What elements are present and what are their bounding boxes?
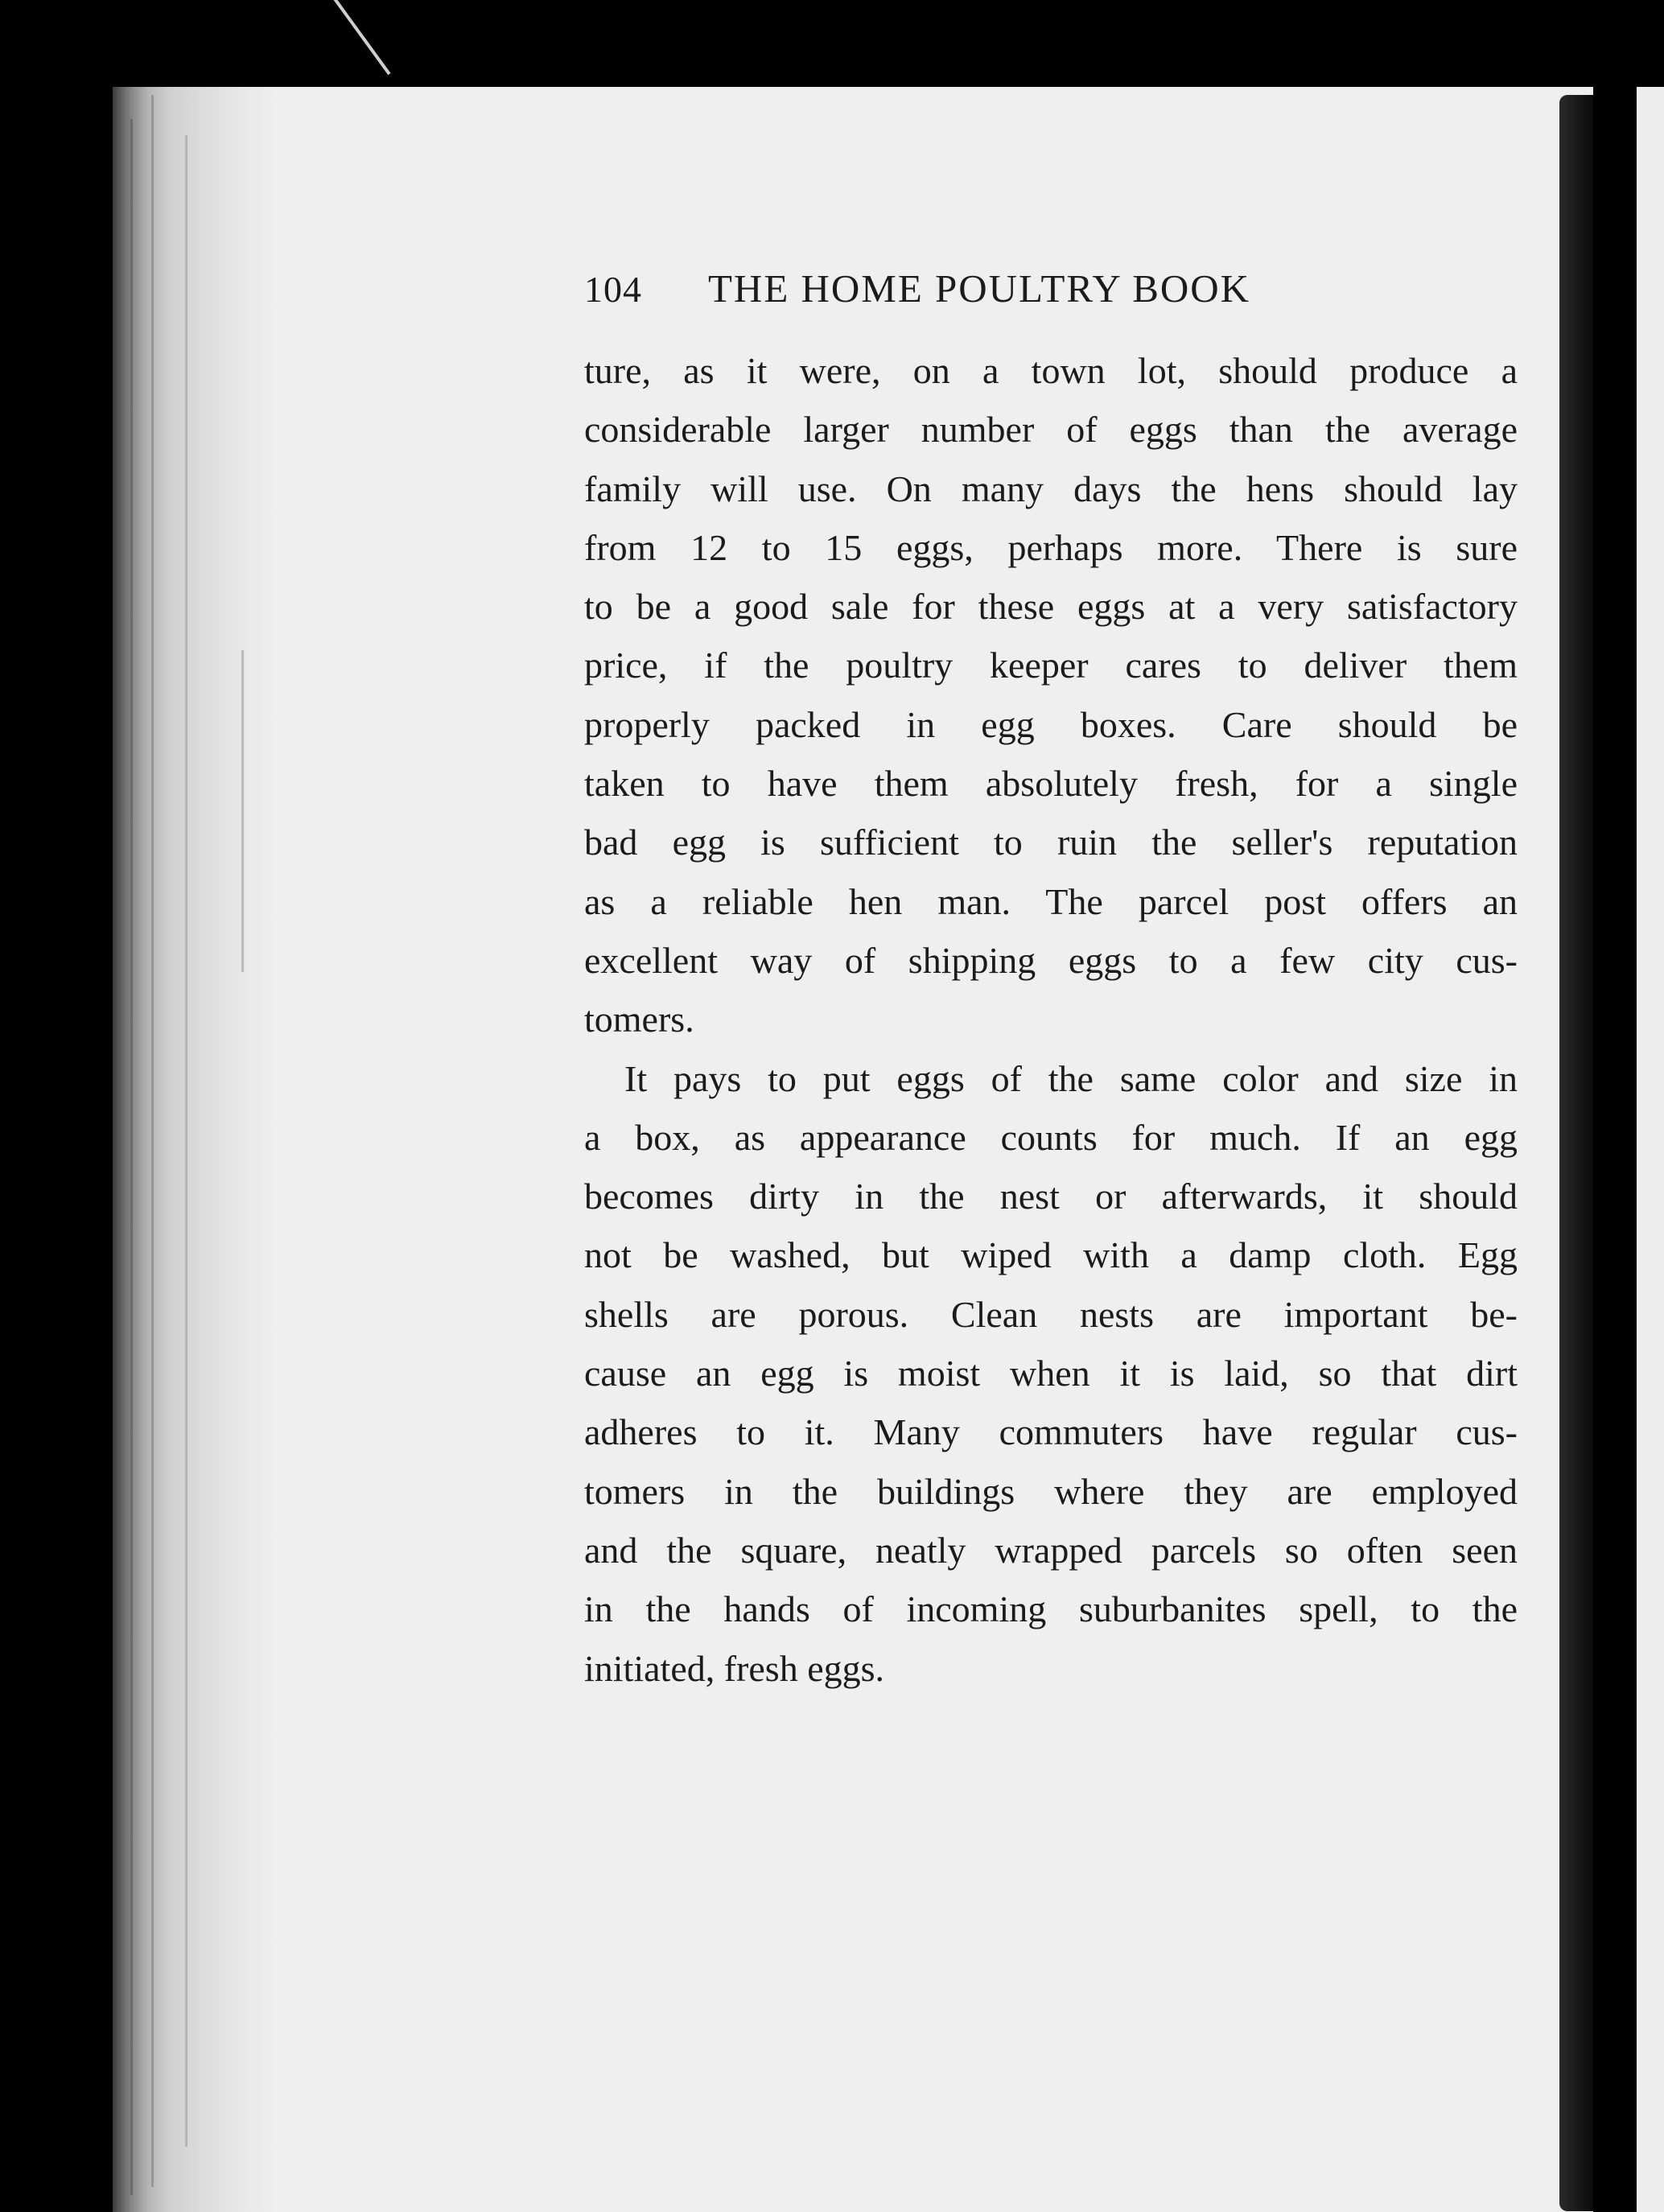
text-line: from 12 to 15 eggs, perhaps more. There is sure [584, 526, 1518, 568]
text-line: tomers in the buildings where they are employed [584, 1470, 1518, 1512]
spine-shadow [1559, 95, 1593, 2211]
text-line: price, if the poultry keeper cares to deliver them [584, 645, 1518, 686]
page-edge-shading [113, 87, 274, 2212]
scan-artifact [322, 0, 391, 75]
text-line: to be a good sale for these eggs at a very satisfactory [584, 586, 1518, 628]
text-line: tomers. [584, 999, 694, 1040]
text-line: becomes dirty in the nest or afterwards, it should [584, 1176, 1518, 1217]
text-line: properly packed in egg boxes. Care should be [584, 703, 1518, 745]
text-line: not be washed, but wiped with a damp cloth. Egg [584, 1234, 1518, 1276]
running-head [584, 266, 1518, 325]
running-title: THE HOME POULTRY BOOK [708, 266, 1251, 311]
text-line: bad egg is sufficient to ruin the seller's reputation [584, 822, 1518, 863]
text-line: cause an egg is moist when it is laid, so that dirt [584, 1353, 1518, 1394]
text-line: It pays to put eggs of the same color and size in [624, 1057, 1518, 1099]
text-line: family will use. On many days the hens should lay [584, 468, 1518, 509]
text-line: adheres to it. Many commuters have regular cus- [584, 1411, 1518, 1453]
page-text [584, 266, 1518, 1698]
text-line: and the square, neatly wrapped parcels so often seen [584, 1529, 1518, 1571]
text-line: taken to have them absolutely fresh, for a single [584, 763, 1518, 805]
text-line: considerable larger number of eggs than the average [584, 409, 1518, 451]
paragraph-1 [584, 341, 1518, 1049]
text-line: shells are porous. Clean nests are important be- [584, 1293, 1518, 1335]
text-line: initiated, fresh eggs. [584, 1647, 885, 1689]
text-line: a box, as appearance counts for much. If an egg [584, 1116, 1518, 1158]
page-number: 104 [584, 269, 642, 310]
text-line: ture, as it were, on a town lot, should produce a [584, 350, 1518, 391]
text-line: excellent way of shipping eggs to a few city cus- [584, 939, 1518, 981]
paragraph-2 [584, 1049, 1518, 1698]
text-line: in the hands of incoming suburbanites spell, to the [584, 1588, 1518, 1630]
facing-page-edge [1637, 87, 1664, 2212]
text-line: as a reliable hen man. The parcel post offers an [584, 880, 1518, 922]
